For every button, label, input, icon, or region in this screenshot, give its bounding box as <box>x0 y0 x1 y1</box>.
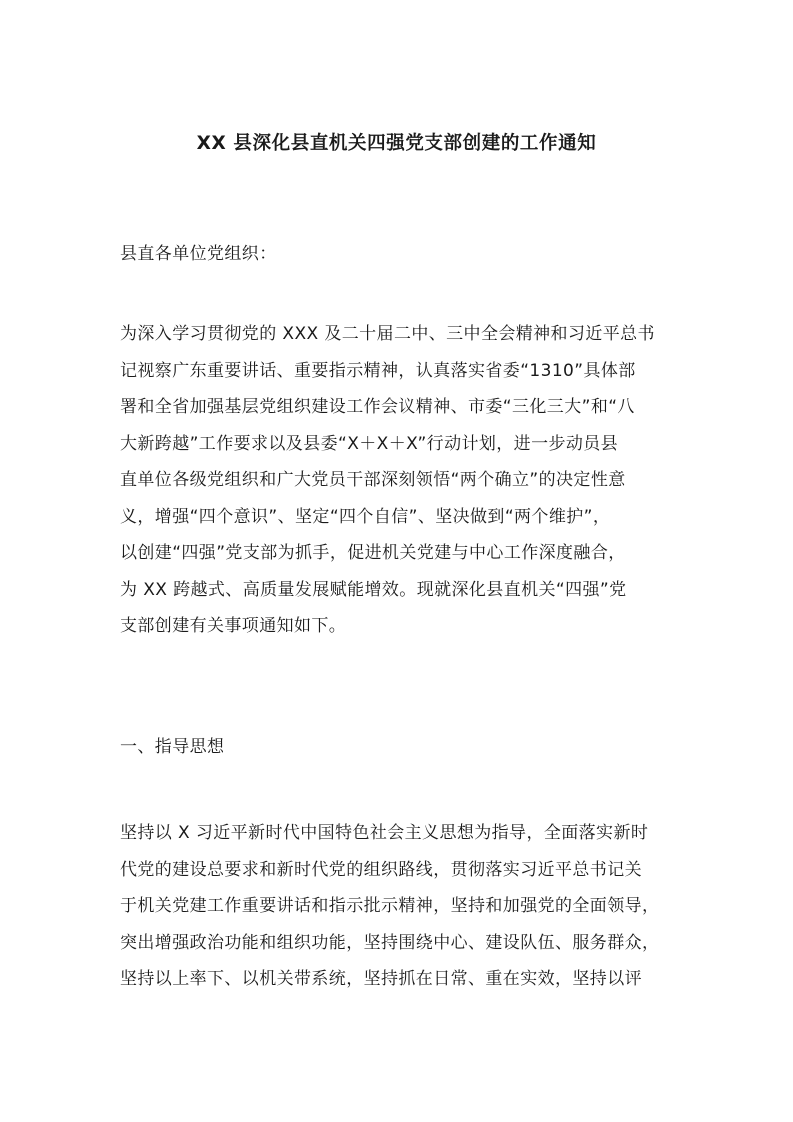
paragraph-line: 支部创建有关事项通知如下。 <box>120 616 347 636</box>
paragraph-line: 坚持以上率下、以机关带系统，坚持抓在日常、重在实效，坚持以评 <box>120 969 642 989</box>
paragraph-line: 大新跨越”工作要求以及县委“X＋X＋X”行动计划，进一步动员县 <box>120 433 619 454</box>
paragraph-line: 署和全省加强基层党组织建设工作会议精神、市委“三化三大”和“八 <box>120 397 635 417</box>
document-title: XX 县深化县直机关四强党支部创建的工作通知 <box>196 133 597 154</box>
paragraph-intro <box>120 316 680 645</box>
salutation: 县直各单位党组织： <box>120 244 277 264</box>
paragraph-line: 代党的建设总要求和新时代党的组织路线，贯彻落实习近平总书记关 <box>120 859 642 880</box>
paragraph-line: 为 XX 跨越式、高质量发展赋能增效。现就深化县直机关“四强”党 <box>120 579 627 600</box>
paragraph-line: 为深入学习贯彻党的 XXX 及二十届二中、三中全会精神和习近平总书 <box>120 324 655 344</box>
paragraph-line: 以创建“四强”党支部为抓手，促进机关党建与中心工作深度融合， <box>120 543 626 563</box>
section-heading-guiding-ideology: 一、指导思想 <box>120 737 225 757</box>
paragraph-line: 义，增强“四个意识”、坚定“四个自信”、坚决做到“两个维护”， <box>120 506 611 527</box>
paragraph-line: 记视察广东重要讲话、重要指示精神，认真落实省委“1310”具体部 <box>120 360 636 381</box>
paragraph-line: 于机关党建工作重要讲话和指示批示精神，坚持和加强党的全面领导， <box>120 896 660 916</box>
paragraph-line: 突出增强政治功能和组织功能，坚持围绕中心、建设队伍、服务群众， <box>120 932 660 953</box>
paragraph-line: 坚持以 X 习近平新时代中国特色社会主义思想为指导，全面落实新时 <box>120 823 649 843</box>
paragraph-guiding-ideology <box>120 815 680 998</box>
paragraph-line: 直单位各级党组织和广大党员干部深刻领悟“两个确立”的决定性意 <box>120 470 626 490</box>
